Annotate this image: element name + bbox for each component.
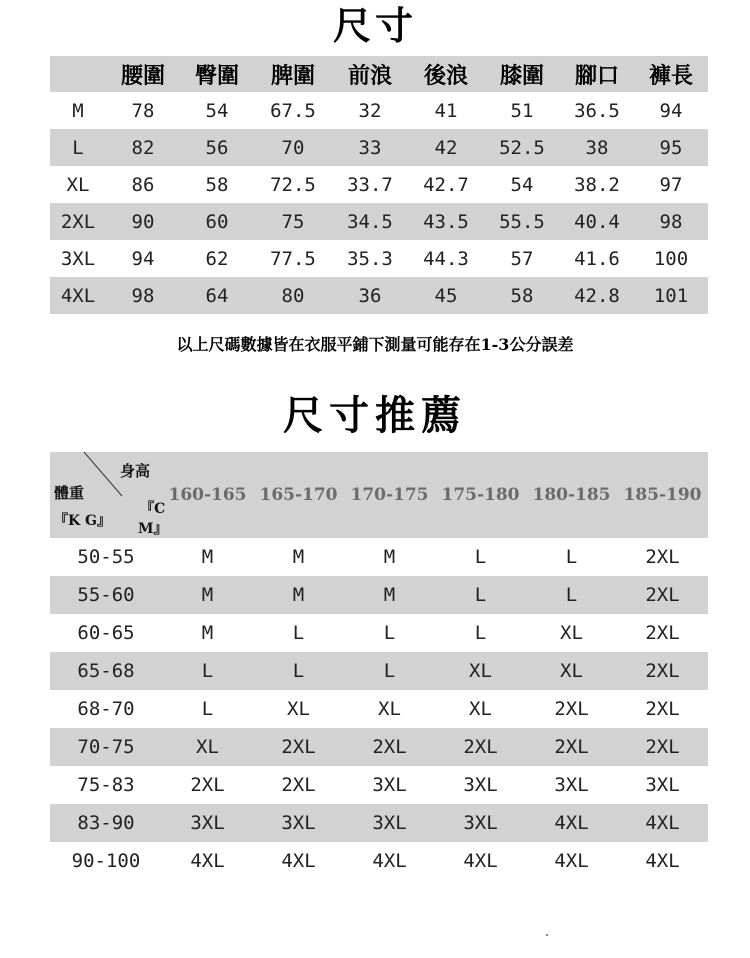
recommended-size-cell: L <box>526 576 617 614</box>
weight-unit: 『K G』 <box>54 513 111 529</box>
height-range-header: 160-165 <box>162 452 253 538</box>
recommendation-row <box>50 728 708 766</box>
recommended-size-cell: 3XL <box>463 774 498 796</box>
size-label-cell: M <box>72 99 84 122</box>
recommended-size-cell: L <box>383 622 396 644</box>
size-recommendation-table <box>50 452 708 880</box>
measurement-cell: 51 <box>510 99 534 122</box>
recommended-size-cell: 2XL <box>554 698 589 720</box>
measurement-cell: 82 <box>106 129 180 166</box>
weight-range-cell: 68-70 <box>77 698 135 720</box>
measurement-cell: 42.7 <box>423 173 469 196</box>
recommended-size-cell: 3XL <box>253 804 344 842</box>
recommended-size-cell: 2XL <box>281 774 316 796</box>
recommended-size-cell: M <box>201 622 214 644</box>
measurement-note: 以上尺碼數據皆在衣服平鋪下測量可能存在1-3公分誤差 <box>176 335 574 354</box>
measurement-cell: 54 <box>510 173 534 196</box>
measurement-cell: 54 <box>205 99 229 122</box>
recommendation-row <box>50 652 708 690</box>
measurement-cell: 43.5 <box>408 203 484 240</box>
size-row <box>50 203 708 240</box>
recommended-size-cell: 2XL <box>645 698 680 720</box>
measurement-cell: 86 <box>131 173 155 196</box>
recommended-size-cell: 3XL <box>645 774 680 796</box>
recommended-size-cell: 2XL <box>617 652 708 690</box>
weight-range-cell: 70-75 <box>50 728 162 766</box>
recommended-size-cell: L <box>162 652 253 690</box>
recommended-size-cell: 3XL <box>372 774 407 796</box>
size-label-cell: XL <box>66 173 90 196</box>
recommended-size-cell: XL <box>526 652 617 690</box>
header-front-rise: 前浪 <box>332 56 408 92</box>
recommended-size-cell: L <box>474 622 487 644</box>
size-row <box>50 277 708 314</box>
recommendation-title: 尺寸推薦 <box>283 392 467 439</box>
size-label-cell: 4XL <box>50 277 106 314</box>
measurement-cell: 95 <box>634 129 708 166</box>
measurement-cell: 98 <box>106 277 180 314</box>
stray-dot <box>546 934 548 936</box>
measurement-cell: 98 <box>634 203 708 240</box>
recommendation-row <box>50 576 708 614</box>
recommended-size-cell: 4XL <box>463 850 498 872</box>
recommended-size-cell: 2XL <box>645 622 680 644</box>
recommended-size-cell: M <box>253 576 344 614</box>
weight-label: 體重 <box>54 484 85 502</box>
header-back-rise: 後浪 <box>408 56 484 92</box>
measurement-cell: 41 <box>434 99 458 122</box>
measurement-cell: 58 <box>205 173 229 196</box>
header-hip: 臀圍 <box>180 56 254 92</box>
recommended-size-cell: 2XL <box>344 728 435 766</box>
recommendation-row <box>50 538 708 576</box>
recommended-size-cell: L <box>565 546 578 568</box>
recommended-size-cell: 3XL <box>344 804 435 842</box>
size-row <box>50 92 708 129</box>
recommended-size-cell: L <box>474 546 487 568</box>
recommended-size-cell: 2XL <box>617 728 708 766</box>
measurement-cell: 36.5 <box>574 99 620 122</box>
recommended-size-cell: M <box>162 576 253 614</box>
recommended-size-cell: XL <box>435 652 526 690</box>
measurement-cell: 41.6 <box>574 247 620 270</box>
measurement-cell: 64 <box>180 277 254 314</box>
recommended-size-cell: 4XL <box>526 804 617 842</box>
measurement-cell: 40.4 <box>560 203 634 240</box>
size-label-cell: 2XL <box>50 203 106 240</box>
size-label-cell: L <box>50 129 106 166</box>
recommended-size-cell: M <box>383 546 396 568</box>
recommended-size-cell: 2XL <box>645 546 680 568</box>
recommended-size-cell: L <box>201 698 214 720</box>
measurement-cell: 38.2 <box>574 173 620 196</box>
recommended-size-cell: L <box>435 576 526 614</box>
header-knee: 膝圍 <box>484 56 560 92</box>
measurement-cell: 35.3 <box>347 247 393 270</box>
measurement-cell: 52.5 <box>484 129 560 166</box>
recommendation-row <box>50 766 708 804</box>
weight-range-cell: 55-60 <box>50 576 162 614</box>
measurement-cell: 94 <box>659 99 683 122</box>
size-label-cell: 3XL <box>60 247 96 270</box>
height-unit: 『C M』 <box>138 501 168 537</box>
weight-range-cell: 75-83 <box>77 774 135 796</box>
recommendation-row <box>50 690 708 728</box>
weight-range-cell: 83-90 <box>50 804 162 842</box>
measurement-cell: 36 <box>332 277 408 314</box>
size-chart-title: 尺寸 <box>332 3 417 48</box>
recommended-size-cell: 2XL <box>526 728 617 766</box>
size-row <box>50 166 708 203</box>
weight-range-cell: 90-100 <box>71 850 141 872</box>
recommended-size-cell: 3XL <box>162 804 253 842</box>
recommended-size-cell: 4XL <box>554 850 589 872</box>
header-hem: 腳口 <box>560 56 634 92</box>
recommendation-header-row <box>50 452 708 538</box>
recommended-size-cell: 4XL <box>617 804 708 842</box>
recommended-size-cell: M <box>201 546 214 568</box>
recommended-size-cell: XL <box>560 622 583 644</box>
recommended-size-cell: M <box>344 576 435 614</box>
measurement-cell: 55.5 <box>484 203 560 240</box>
recommended-size-cell: 4XL <box>190 850 225 872</box>
recommended-size-cell: 2XL <box>190 774 225 796</box>
header-cell <box>50 56 106 92</box>
recommended-size-cell: 2XL <box>435 728 526 766</box>
measurement-cell: 44.3 <box>423 247 469 270</box>
measurement-cell: 72.5 <box>270 173 316 196</box>
size-chart-header-row <box>50 56 708 92</box>
measurement-cell: 33 <box>332 129 408 166</box>
measurement-cell: 62 <box>205 247 229 270</box>
header-thigh: 脾圍 <box>254 56 332 92</box>
recommended-size-cell: 2XL <box>617 576 708 614</box>
measurement-cell: 101 <box>634 277 708 314</box>
height-range-header: 170-175 <box>344 452 435 538</box>
recommended-size-cell: XL <box>378 698 401 720</box>
recommended-size-cell: XL <box>469 698 492 720</box>
recommended-size-cell: 4XL <box>645 850 680 872</box>
measurement-cell: 38 <box>560 129 634 166</box>
measurement-cell: 70 <box>254 129 332 166</box>
recommendation-row <box>50 804 708 842</box>
recommended-size-cell: 2XL <box>253 728 344 766</box>
measurement-cell: 97 <box>659 173 683 196</box>
measurement-cell: 77.5 <box>270 247 316 270</box>
measurement-cell: 34.5 <box>332 203 408 240</box>
measurement-cell: 94 <box>131 247 155 270</box>
measurement-cell: 75 <box>254 203 332 240</box>
measurement-cell: 78 <box>131 99 155 122</box>
measurement-cell: 57 <box>510 247 534 270</box>
weight-range-cell: 50-55 <box>77 546 135 568</box>
measurement-cell: 42.8 <box>560 277 634 314</box>
size-row <box>50 240 708 277</box>
recommended-size-cell: 3XL <box>554 774 589 796</box>
recommended-size-cell: M <box>292 546 305 568</box>
measurement-cell: 100 <box>653 247 689 270</box>
recommended-size-cell: L <box>344 652 435 690</box>
height-range-header: 165-170 <box>253 452 344 538</box>
height-range-header: 180-185 <box>526 452 617 538</box>
measurement-cell: 67.5 <box>270 99 316 122</box>
weight-range-cell: 60-65 <box>77 622 135 644</box>
measurement-cell: 60 <box>180 203 254 240</box>
corner-header-cell <box>50 452 168 538</box>
measurement-cell: 90 <box>106 203 180 240</box>
size-chart-table <box>50 56 708 314</box>
height-range-header: 185-190 <box>617 452 708 538</box>
measurement-cell: 80 <box>254 277 332 314</box>
measurement-cell: 33.7 <box>347 173 393 196</box>
recommended-size-cell: 4XL <box>372 850 407 872</box>
measurement-cell: 32 <box>358 99 382 122</box>
recommended-size-cell: L <box>292 622 305 644</box>
recommended-size-cell: XL <box>287 698 310 720</box>
weight-range-cell: 65-68 <box>50 652 162 690</box>
height-label: 身高 <box>120 462 151 480</box>
height-range-header: 175-180 <box>435 452 526 538</box>
measurement-cell: 58 <box>484 277 560 314</box>
size-row <box>50 129 708 166</box>
measurement-cell: 42 <box>408 129 484 166</box>
recommended-size-cell: 4XL <box>281 850 316 872</box>
header-length: 褲長 <box>634 56 708 92</box>
recommended-size-cell: 3XL <box>435 804 526 842</box>
measurement-cell: 56 <box>180 129 254 166</box>
measurement-cell: 45 <box>408 277 484 314</box>
recommended-size-cell: XL <box>162 728 253 766</box>
recommended-size-cell: L <box>253 652 344 690</box>
header-waist: 腰圍 <box>106 56 180 92</box>
recommendation-row <box>50 842 708 880</box>
recommendation-row <box>50 614 708 652</box>
